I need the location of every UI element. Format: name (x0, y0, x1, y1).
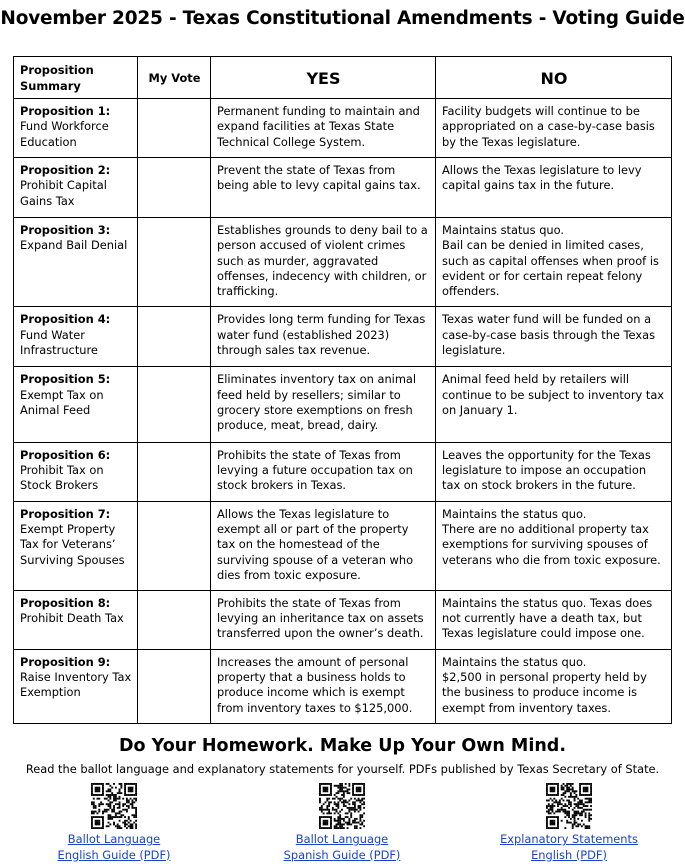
no-text: Texas water fund will be funded on a case-by-case basis through the Texas legislature. (442, 312, 656, 357)
link-line-2: Spanish Guide (PDF) (283, 847, 401, 862)
link-line-2: English Guide (PDF) (57, 847, 171, 862)
yes-cell: Prevent the state of Texas from being able to levy capital gains tax. (211, 158, 436, 218)
proposition-cell (14, 590, 138, 649)
proposition-name: Prohibit Capital Gains Tax (20, 178, 107, 208)
no-text: Leaves the opportunity for the Texas legislature to impose an occupation tax on stock brokers in the future. (442, 447, 651, 493)
no-cell (436, 501, 672, 590)
no-cell (436, 649, 672, 723)
proposition-cell (14, 307, 138, 367)
no-text: Allows the Texas legislature to levy capital gains tax in the future. (442, 163, 642, 193)
no-cell (436, 590, 672, 649)
qr-code-icon[interactable] (91, 783, 137, 829)
table-row (14, 307, 672, 367)
my-vote-cell[interactable] (138, 367, 211, 442)
qr-block-ballot-spanish (242, 783, 442, 863)
no-text: Maintains the status quo. (442, 506, 587, 521)
my-vote-cell[interactable] (138, 218, 211, 307)
proposition-name: Prohibit Death Tax (20, 611, 124, 626)
no-cell (436, 99, 672, 158)
read-note: Read the ballot language and explanatory statements for yourself. PDFs published by Texas Secretary of State. (25, 762, 660, 776)
header-yes: YES (211, 57, 436, 99)
table-row (14, 590, 672, 649)
yes-cell: Eliminates inventory tax on animal feed held by resellers; similar to grocery store exemptions on fresh produce, meat, bread, dairy. (211, 367, 436, 442)
yes-cell: Permanent funding to maintain and expand facilities at Texas State Technical College System. (211, 99, 436, 158)
proposition-name: Raise Inventory Tax Exemption (20, 670, 132, 700)
table-row (14, 99, 672, 158)
header-proposition-summary: Proposition Summary (14, 57, 138, 99)
proposition-name: Exempt Property Tax for Veterans’ Surviving Spouses (20, 521, 125, 567)
proposition-title: Proposition 1: (20, 104, 111, 118)
yes-cell: Prohibits the state of Texas from levying an inheritance tax on assets transferred upon the owner’s death. (211, 590, 436, 649)
table-row (14, 442, 672, 501)
my-vote-cell[interactable] (138, 158, 211, 218)
my-vote-cell[interactable] (138, 307, 211, 367)
proposition-title: Proposition 6: (20, 447, 111, 462)
homework-headline: Do Your Homework. Make Up Your Own Mind. (119, 736, 566, 756)
table-row (14, 649, 672, 723)
no-text: There are no additional property tax exemptions for surviving spouses of veterans who die from toxic exposure. (442, 521, 661, 567)
table-row (14, 218, 672, 307)
yes-cell: Increases the amount of personal property that a business holds to produce income which is exempt from inventory taxes to $125,000. (211, 649, 436, 723)
proposition-name: Expand Bail Denial (20, 238, 128, 253)
table-row (14, 501, 672, 590)
proposition-title: Proposition 3: (20, 223, 111, 238)
table-row (14, 367, 672, 442)
qr-code-icon[interactable] (546, 783, 592, 829)
no-text: Bail can be denied in limited cases, such as capital offenses when proof is evident or for certain repeat felony offenders. (442, 238, 659, 299)
proposition-cell (14, 158, 138, 218)
proposition-title: Proposition 5: (20, 372, 111, 387)
header-my-vote: My Vote (138, 57, 211, 99)
no-text: $2,500 in personal property held by the business to produce income is exempt from inventory taxes. (442, 670, 647, 715)
yes-cell: Prohibits the state of Texas from levying a future occupation tax on stock brokers in Texas. (211, 442, 436, 501)
yes-cell: Provides long term funding for Texas water fund (established 2023) through sales tax revenue. (211, 307, 436, 367)
proposition-cell (14, 442, 138, 501)
my-vote-cell[interactable] (138, 649, 211, 723)
link-line-2: English (PDF) (531, 847, 607, 862)
no-text: Facility budgets will continue to be appropriated on a case-by-case basis by the Texas legislature. (442, 104, 655, 149)
proposition-cell (14, 501, 138, 590)
ballot-language-spanish-link[interactable] (242, 832, 442, 863)
yes-cell: Allows the Texas legislature to exempt all or part of the property tax on the homestead of the surviving spouse of a veteran who dies from toxic exposure. (211, 501, 436, 590)
qr-code-icon[interactable] (319, 783, 365, 829)
proposition-title: Proposition 2: (20, 163, 111, 178)
proposition-cell (14, 367, 138, 442)
header-no: NO (436, 57, 672, 99)
no-cell (436, 367, 672, 442)
proposition-cell (14, 218, 138, 307)
link-line-1: Ballot Language (295, 832, 389, 846)
proposition-name: Exempt Tax on Animal Feed (20, 387, 104, 418)
qr-block-ballot-english (14, 783, 214, 863)
header-row (14, 57, 672, 99)
no-cell (436, 218, 672, 307)
my-vote-cell[interactable] (138, 442, 211, 501)
no-cell (436, 442, 672, 501)
proposition-name: Fund Workforce Education (20, 119, 109, 149)
link-line-1: Explanatory Statements (500, 832, 638, 846)
voting-guide-table (13, 56, 672, 724)
proposition-title: Proposition 8: (20, 595, 111, 610)
proposition-title: Proposition 4: (20, 312, 111, 327)
link-line-1: Ballot Language (67, 832, 161, 846)
no-text: Maintains the status quo. Texas does not currently have a death tax, but Texas legislature could impose one. (442, 595, 653, 641)
my-vote-cell[interactable] (138, 590, 211, 649)
page-title: November 2025 - Texas Constitutional Amendments - Voting Guide (0, 8, 685, 29)
no-text: Animal feed held by retailers will continue to be subject to inventory tax on January 1. (442, 372, 665, 418)
explanatory-statements-english-link[interactable] (469, 832, 669, 863)
no-cell (436, 307, 672, 367)
yes-cell: Establishes grounds to deny bail to a person accused of violent crimes such as murder, aggravated offenses, indecency with children, or trafficking. (211, 218, 436, 307)
no-cell (436, 158, 672, 218)
ballot-language-english-link[interactable] (14, 832, 214, 863)
my-vote-cell[interactable] (138, 99, 211, 158)
no-text: Maintains status quo. (442, 223, 565, 238)
proposition-cell (14, 649, 138, 723)
table-row (14, 158, 672, 218)
proposition-name: Prohibit Tax on Stock Brokers (20, 462, 104, 493)
proposition-cell (14, 99, 138, 158)
my-vote-cell[interactable] (138, 501, 211, 590)
proposition-title: Proposition 7: (20, 506, 111, 521)
proposition-title: Proposition 9: (20, 654, 111, 669)
qr-block-explanatory-english (469, 783, 669, 863)
proposition-name: Fund Water Infrastructure (20, 327, 98, 357)
no-text: Maintains the status quo. (442, 654, 587, 669)
